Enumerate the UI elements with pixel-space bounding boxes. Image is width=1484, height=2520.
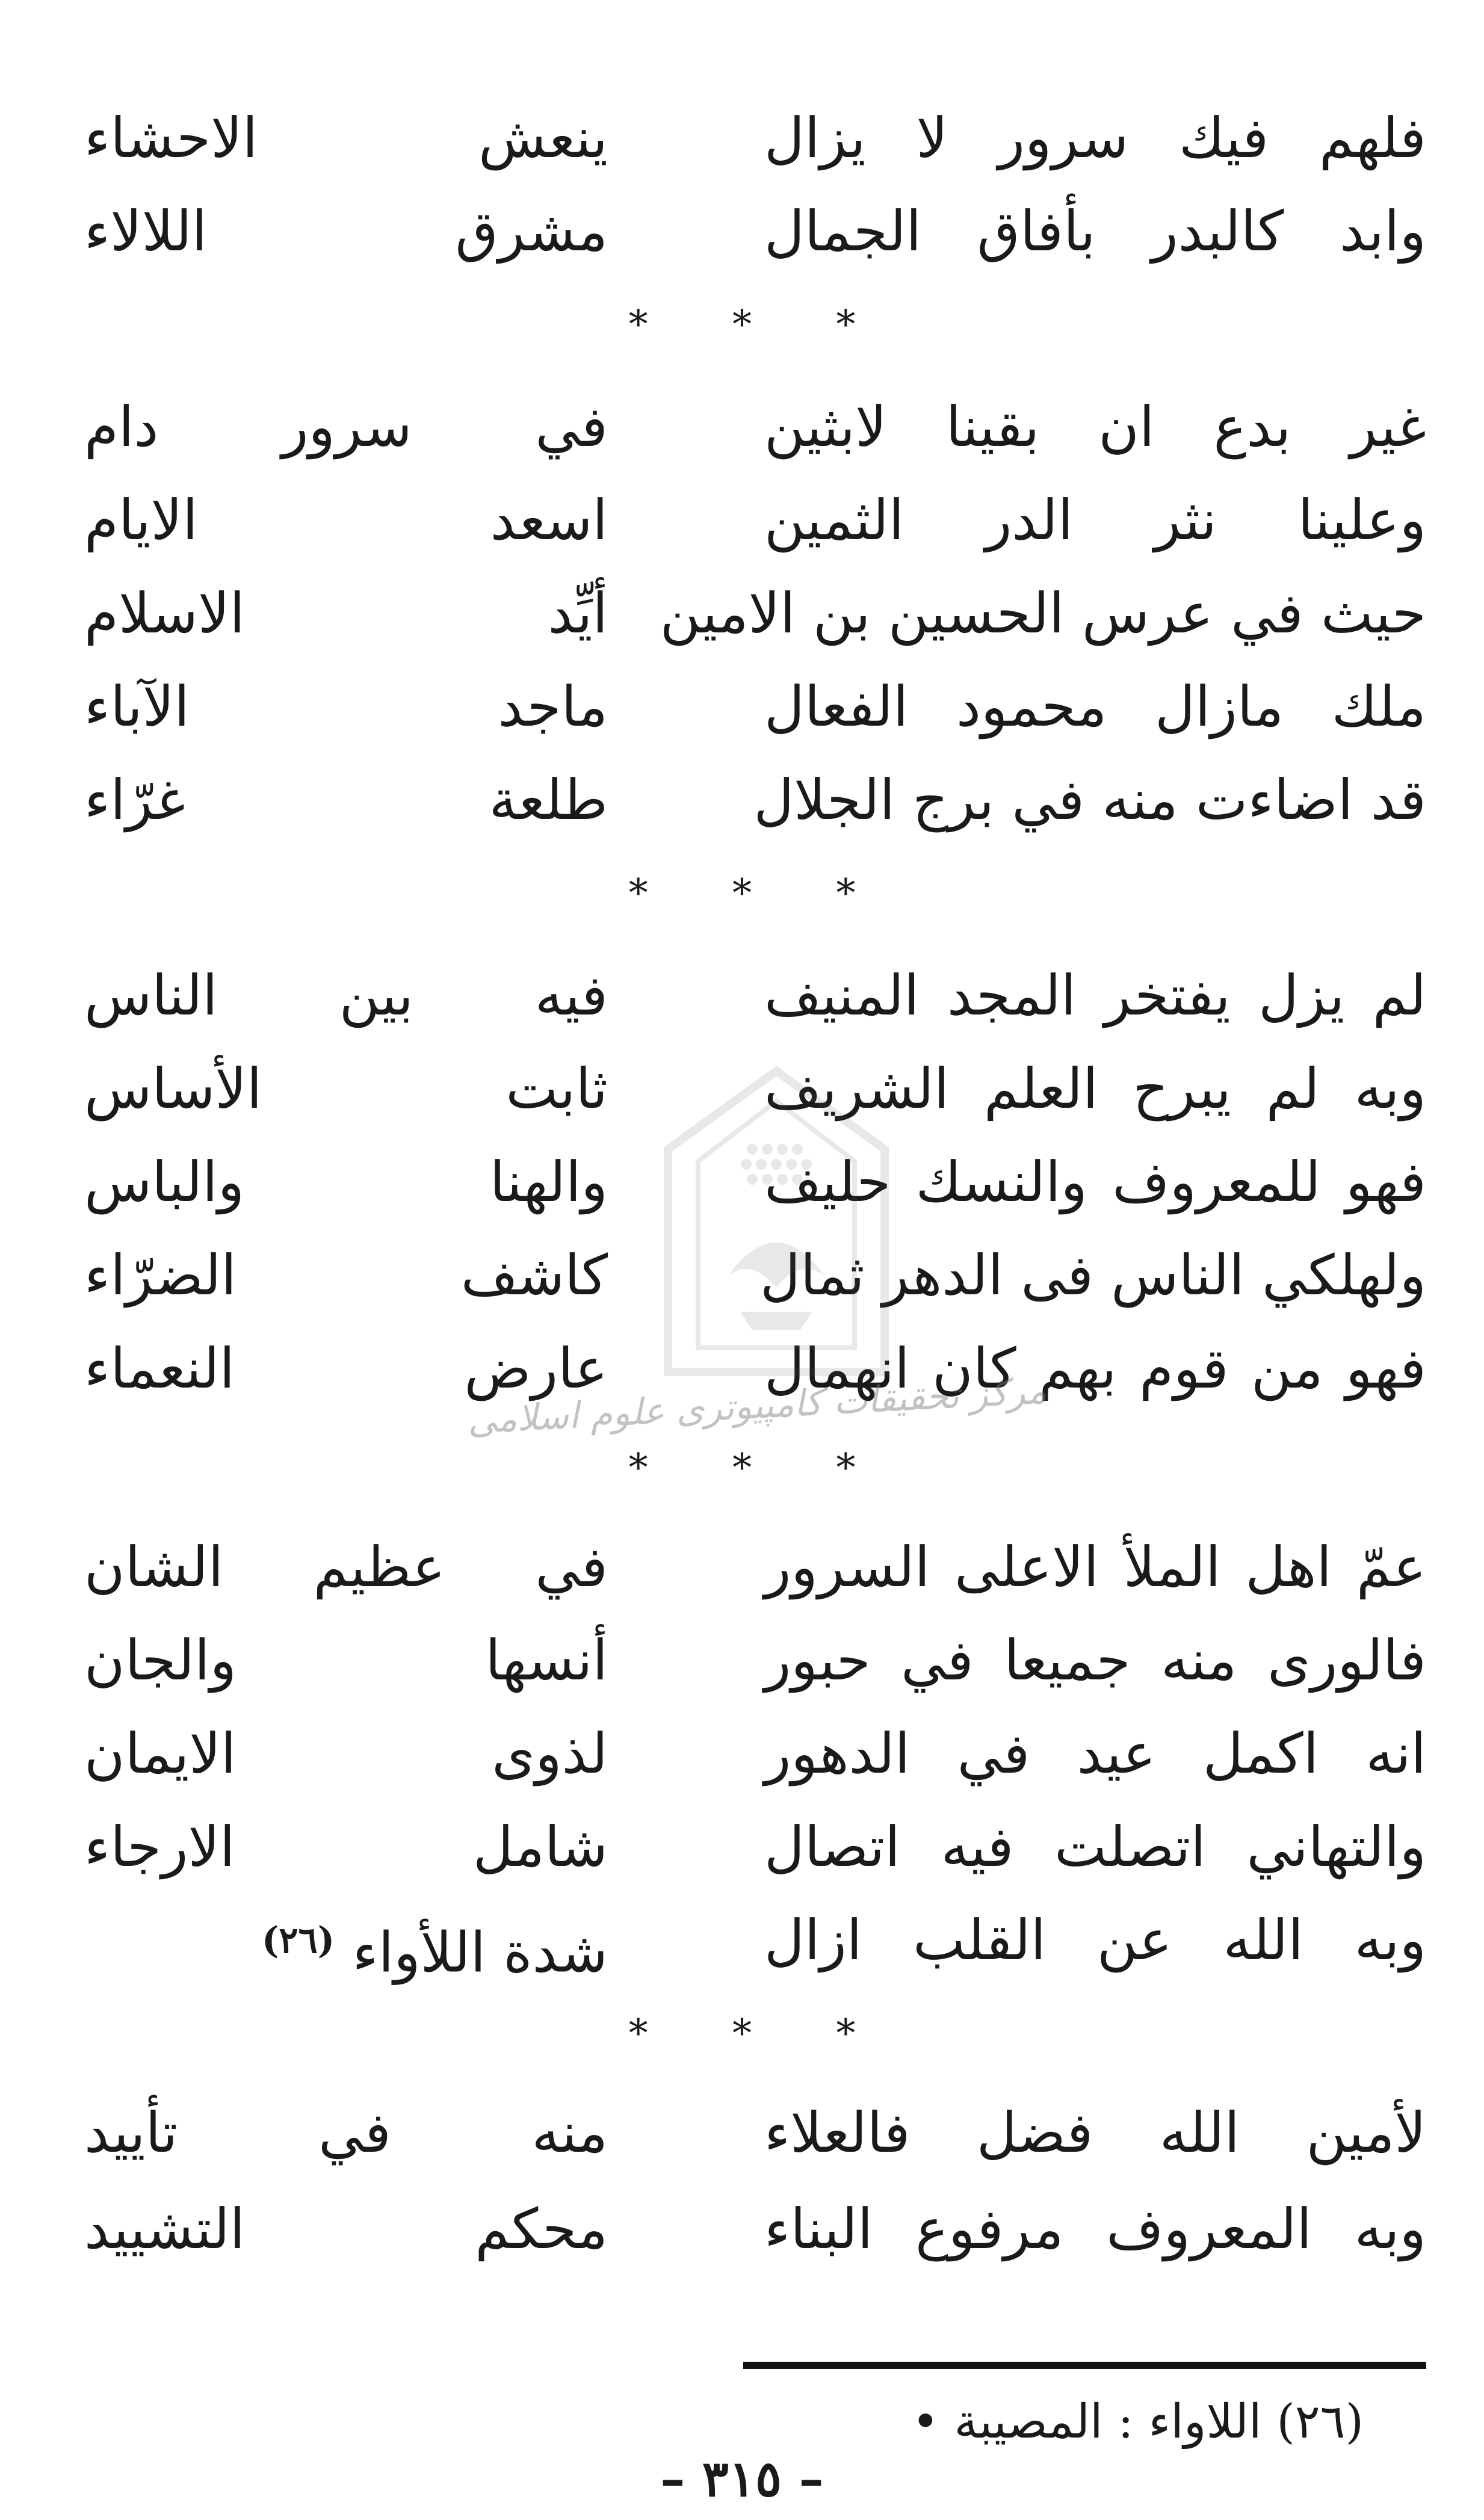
verse-first-half: ملك مازال محمود الفعال	[764, 675, 1426, 739]
verse-second-half: أنسها والجان	[84, 1628, 608, 1693]
verse-first-half: والتهاني اتصلت فيه اتصال	[764, 1815, 1426, 1879]
stanza-separator: * * *	[628, 1446, 892, 1490]
verse-first-half: عمّ اهل الملأ الاعلى السرور	[764, 1535, 1426, 1599]
footnote-reference: (٢٦)	[261, 1919, 335, 1962]
verse-second-half	[84, 1895, 608, 1986]
verse-first-half: وعلينا نثر الدر الثمين	[764, 488, 1426, 552]
footnote-rule	[743, 2362, 1426, 2369]
verse-line	[84, 1802, 1426, 1892]
verse-second-half: فيه بين الناس	[84, 963, 608, 1028]
verse-second-half: اسعد الايام	[84, 488, 608, 552]
verse-line	[84, 382, 1426, 472]
verse-line	[84, 1616, 1426, 1706]
verse-second-half: ماجد الآباء	[84, 675, 608, 739]
verse-second-half: كاشف الضرّاء	[84, 1243, 608, 1308]
verse-line	[84, 1522, 1426, 1613]
stanza-separator: * * *	[628, 871, 892, 916]
verse-line	[84, 187, 1426, 277]
verse-second-half: والهنا والباس	[84, 1150, 608, 1214]
verse-second-half: عارض النعماء	[84, 1336, 608, 1401]
verse-first-half: فهو من قوم بهم كان انهمال	[764, 1336, 1426, 1401]
verse-line	[84, 1895, 1426, 1986]
verse-second-half: طلعة غرّاء	[84, 768, 608, 832]
verse-line	[84, 1709, 1426, 1799]
verse-second-half: مشرق اللالاء	[84, 199, 608, 264]
stanza-separator: * * *	[628, 2012, 892, 2056]
verse-line	[84, 2088, 1426, 2178]
verse-first-half: ولهلكي الناس فى الدهر ثمال	[760, 1243, 1426, 1308]
verse-second-half: شامل الارجاء	[84, 1815, 608, 1879]
verse-first-half: وبه المعروف مرفوع البناء	[764, 2197, 1426, 2261]
verse-first-half: قد اضاءت منه في برج الجلال	[753, 768, 1426, 832]
verse-first-half: لم يزل يفتخر المجد المنيف	[764, 963, 1426, 1028]
verse-line	[84, 2184, 1426, 2274]
footnote: (٢٦) اللاواء : المصيبة •	[911, 2395, 1364, 2449]
verse-line	[84, 93, 1426, 184]
verse-first-half: حيث في عرس الحسين بن الامين	[660, 581, 1426, 646]
verse-first-half: انه اكمل عيد في الدهور	[764, 1722, 1426, 1786]
verse-first-half: وبه الله عن القلب ازال	[764, 1908, 1426, 1972]
verse-second-half: محكم التشييد	[84, 2197, 608, 2261]
verse-line	[84, 755, 1426, 845]
verse-first-half: وابد كالبدر بأفاق الجمال	[764, 199, 1426, 264]
verse-line	[84, 475, 1426, 566]
verse-first-half: فالورى منه جميعا في حبور	[764, 1628, 1426, 1693]
verse-line	[84, 951, 1426, 1041]
page-number: – ٣١٥ –	[660, 2450, 824, 2508]
verse-second-half-text: شدة اللأواء	[352, 1920, 608, 1985]
watermark-text: مرکز تحقیقات کامپیوتری علوم اسلامی	[466, 1370, 1048, 1442]
verse-second-half: في عظيم الشان	[84, 1535, 608, 1599]
verse-first-half: غير بدع ان بقينا لابثين	[764, 395, 1426, 459]
verse-first-half: لأمين الله فضل فالعلاء	[764, 2101, 1426, 2165]
verse-line	[84, 662, 1426, 752]
verse-second-half: ينعش الاحشاء	[84, 106, 608, 170]
watermark-emblem-icon	[650, 1059, 903, 1396]
verse-second-half: في سرور دام	[84, 395, 608, 459]
verse-first-half: فهو للمعروف والنسك حليف	[764, 1150, 1426, 1214]
verse-second-half: لذوى الايمان	[84, 1722, 608, 1786]
verse-second-half: منه في تأييد	[84, 2101, 608, 2165]
verse-first-half: وبه لم يبرح العلم الشريف	[764, 1057, 1426, 1121]
stanza-separator: * * *	[628, 303, 892, 347]
verse-second-half: أيِّد الاسلام	[84, 581, 608, 646]
verse-second-half: ثابت الأساس	[84, 1057, 608, 1121]
verse-line	[84, 569, 1426, 659]
verse-first-half: فلهم فيك سرور لا يزال	[764, 106, 1426, 170]
